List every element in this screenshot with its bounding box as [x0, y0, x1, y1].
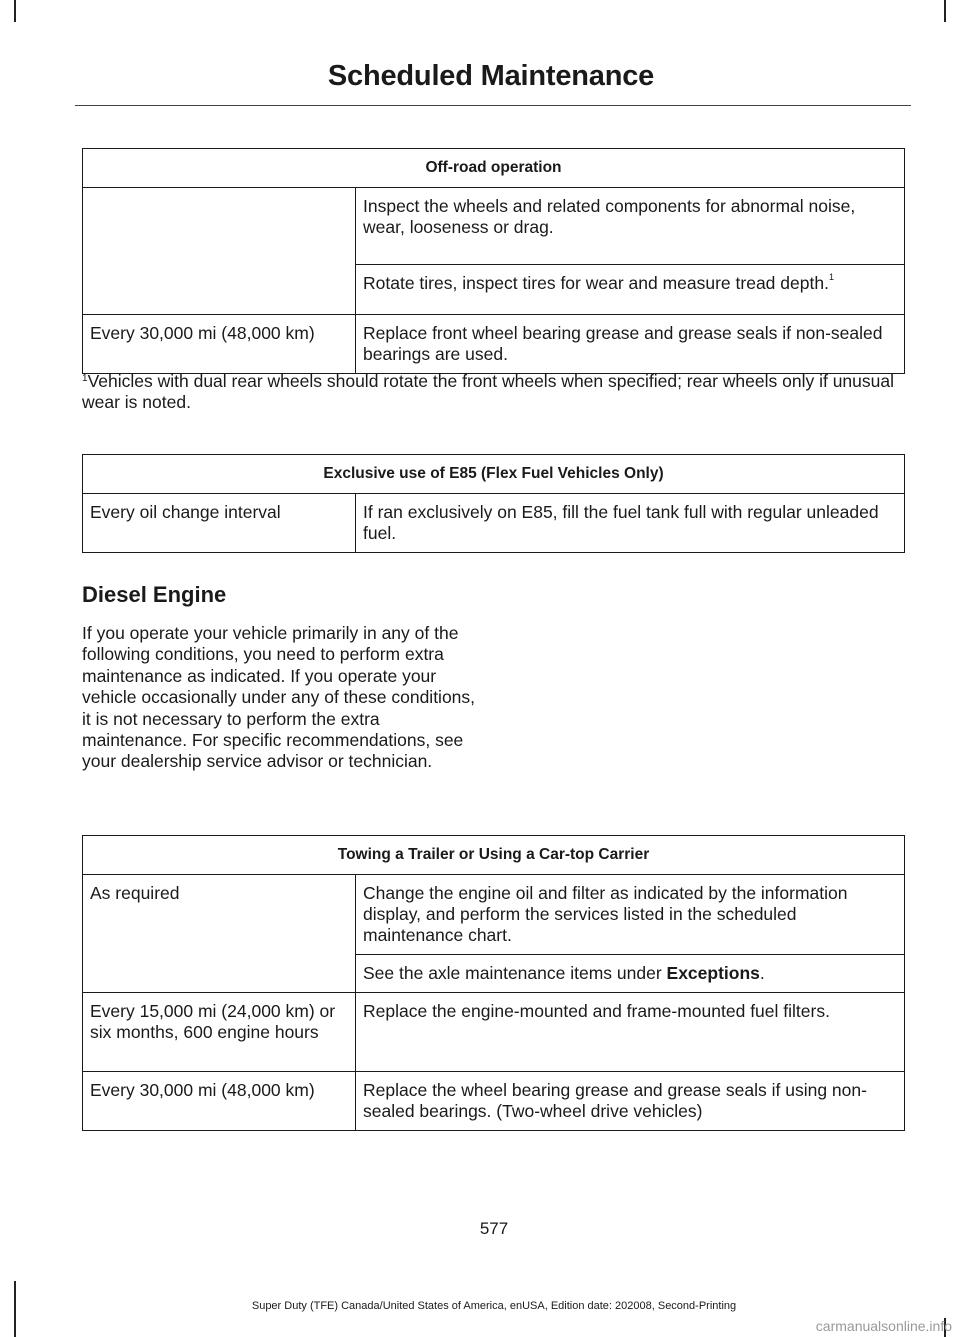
page-header-title: Scheduled Maintenance	[327, 60, 655, 92]
watermark: carmanualsonline.info	[815, 1318, 952, 1334]
crop-mark-top-right	[944, 0, 946, 22]
table-cell-task: Replace the wheel bearing grease and grease seals if using non-sealed bearings. (Two-wheel drive vehicles)	[356, 1072, 905, 1131]
footnote-marker: 1	[828, 272, 834, 283]
table-cell-task: Inspect the wheels and related components for abnormal noise, wear, looseness or drag.	[356, 188, 905, 265]
footnote-marker: 1	[82, 373, 88, 384]
diesel-paragraph: If you operate your vehicle primarily in any of the following conditions, you need to perform extra maintenance as indicated. If you operate your vehicle occasionally under any of these conditions, it is not necessary to perform the extra maintenance. For specific recommendations, see your dealership service advisor or technician.	[82, 623, 476, 772]
table-cell-interval: Every 30,000 mi (48,000 km)	[83, 315, 356, 374]
table-header-row	[83, 149, 905, 188]
e85-table	[82, 454, 905, 553]
table-row	[83, 315, 905, 374]
table-cell-interval: As required	[83, 875, 356, 993]
table-cell-task: Replace front wheel bearing grease and grease seals if non-sealed bearings are used.	[356, 315, 905, 374]
footnote-text: Vehicles with dual rear wheels should rotate the front wheels when specified; rear wheels only if unusual wear is noted.	[82, 371, 894, 412]
e85-table-heading: Exclusive use of E85 (Flex Fuel Vehicles Only)	[83, 455, 905, 494]
table-cell-interval: Every oil change interval	[83, 494, 356, 553]
table-cell-task: Change the engine oil and filter as indicated by the information display, and perform the services listed in the scheduled maintenance chart.	[356, 875, 905, 955]
table-cell-task: Replace the engine-mounted and frame-mounted fuel filters.	[356, 993, 905, 1072]
table-row	[83, 875, 905, 955]
table-row	[83, 1072, 905, 1131]
offroad-table-heading: Off-road operation	[83, 149, 905, 188]
crop-mark-top-left	[14, 0, 16, 22]
table-cell-task	[356, 955, 905, 993]
table-header-row	[83, 836, 905, 875]
exceptions-reference: Exceptions	[666, 963, 760, 983]
footnote	[82, 371, 912, 413]
table-row	[83, 188, 905, 265]
task-text: Rotate tires, inspect tires for wear and measure tread depth.	[363, 273, 829, 294]
table-row	[83, 993, 905, 1072]
table-cell-interval	[83, 188, 356, 315]
towing-table	[82, 835, 905, 1131]
task-text: See the axle maintenance items under	[363, 963, 667, 983]
task-text-suffix: .	[759, 963, 765, 983]
offroad-operation-table	[82, 148, 905, 374]
table-header-row	[83, 455, 905, 494]
table-row	[83, 494, 905, 553]
section-heading-diesel: Diesel Engine	[82, 582, 227, 607]
table-cell-interval: Every 30,000 mi (48,000 km)	[83, 1072, 356, 1131]
edition-footer: Super Duty (TFE) Canada/United States of America, enUSA, Edition date: 202008, Second-Printing	[251, 1300, 737, 1312]
table-cell-interval: Every 15,000 mi (24,000 km) or six months, 600 engine hours	[83, 993, 356, 1072]
table-cell-task	[356, 265, 905, 315]
header-rule	[75, 105, 911, 106]
towing-table-heading: Towing a Trailer or Using a Car-top Carrier	[83, 836, 905, 875]
table-cell-task: If ran exclusively on E85, fill the fuel tank full with regular unleaded fuel.	[356, 494, 905, 553]
page-number: 577	[479, 1219, 509, 1238]
